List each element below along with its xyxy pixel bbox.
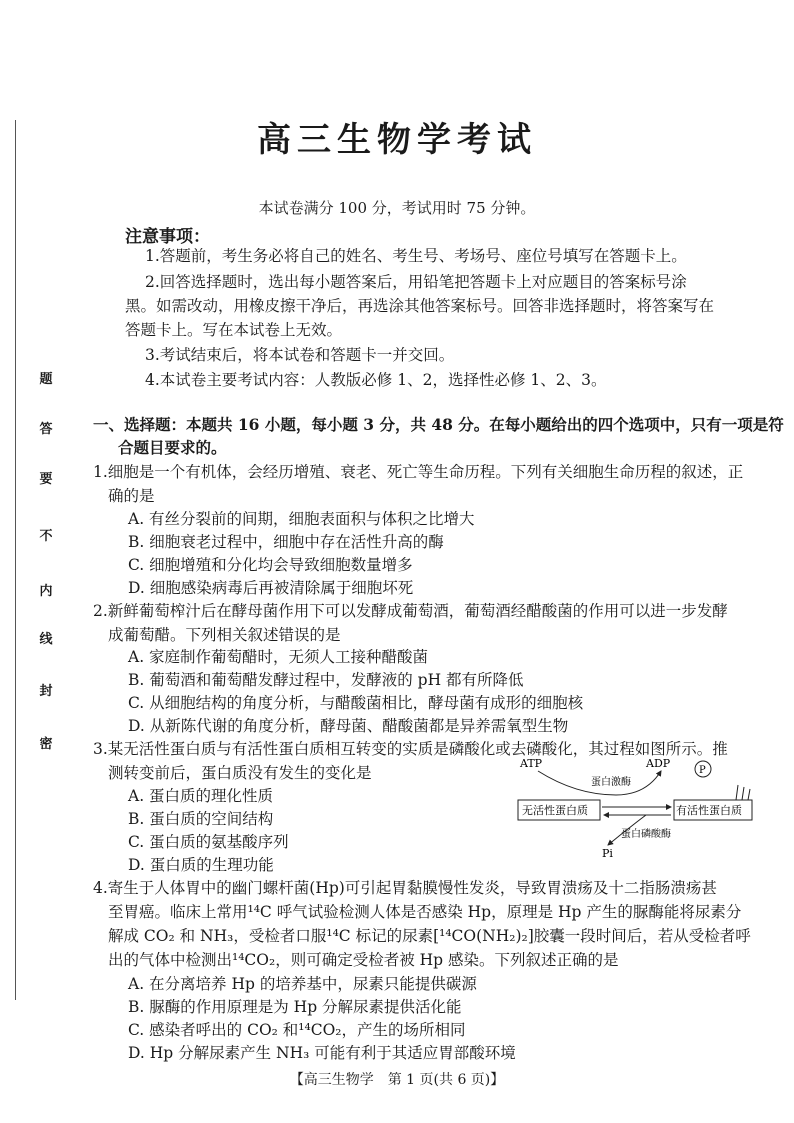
question-stem: 出的气体中检测出¹⁴CO₂，则可确定受检者被 Hp 感染。下列叙述正确的是 bbox=[108, 951, 619, 969]
seal-char: 线 bbox=[39, 632, 53, 647]
option-a: A. 家庭制作葡萄醋时，无须人工接种醋酸菌 bbox=[128, 648, 429, 666]
seal-char: 答 bbox=[39, 422, 53, 437]
phosphorylation-diagram bbox=[516, 755, 756, 860]
adp-label: ADP bbox=[646, 757, 671, 770]
option-b: B. 细胞衰老过程中，细胞中存在活性升高的酶 bbox=[128, 533, 444, 551]
option-b: B. 蛋白质的空间结构 bbox=[128, 810, 274, 828]
option-c: C. 细胞增殖和分化均会导致细胞数量增多 bbox=[128, 556, 413, 574]
option-b: B. 脲酶的作用原理是为 Hp 分解尿素提供活化能 bbox=[128, 998, 462, 1016]
note-line: 2.回答选择题时，选出每小题答案后，用铅笔把答题卡上对应题目的答案标号涂 bbox=[145, 273, 687, 291]
note-line: 4.本试卷主要考试内容：人教版必修 1、2，选择性必修 1、2、3。 bbox=[145, 371, 607, 389]
option-d: D. Hp 分解尿素产生 NH₃ 可能有利于其适应胃部酸环境 bbox=[128, 1044, 516, 1062]
atp-label: ATP bbox=[520, 757, 543, 770]
question-stem: 成葡萄醋。下列相关叙述错误的是 bbox=[108, 626, 341, 644]
question-stem: 解成 CO₂ 和 NH₃，受检者口服¹⁴C 标记的尿素[¹⁴CO(NH₂)₂]胶囊一段时间后，若从受检者呼 bbox=[108, 927, 751, 945]
option-a: A. 蛋白质的理化性质 bbox=[128, 787, 274, 805]
question-stem: 2.新鲜葡萄榨汁后在酵母菌作用下可以发酵成葡萄酒，葡萄酒经醋酸菌的作用可以进一步发酵 bbox=[93, 602, 728, 620]
kinase-label: 蛋白激酶 bbox=[591, 777, 631, 788]
question-stem: 至胃癌。临床上常用¹⁴C 呼气试验检测人体是否感染 Hp，原理是 Hp 产生的脲酶能将尿素分 bbox=[108, 903, 742, 921]
phosphatase-label: 蛋白磷酸酶 bbox=[621, 829, 671, 840]
membrane-marks bbox=[736, 785, 750, 800]
option-c: C. 感染者呼出的 CO₂ 和¹⁴CO₂，产生的场所相同 bbox=[128, 1021, 466, 1039]
note-line: 1.答题前，考生务必将自己的姓名、考生号、考场号、座位号填写在答题卡上。 bbox=[145, 247, 687, 265]
option-c: C. 从细胞结构的角度分析，与醋酸菌相比，酵母菌有成形的细胞核 bbox=[128, 694, 584, 712]
exam-info: 本试卷满分 100 分，考试用时 75 分钟。 bbox=[258, 199, 536, 217]
binding-margin-line bbox=[15, 120, 16, 1000]
seal-char: 内 bbox=[39, 584, 53, 599]
seal-char: 密 bbox=[39, 737, 53, 752]
option-a: A. 有丝分裂前的间期，细胞表面积与体积之比增大 bbox=[128, 510, 475, 528]
option-a: A. 在分离培养 Hp 的培养基中，尿素只能提供碳源 bbox=[128, 975, 477, 993]
phosphate-label: P bbox=[699, 765, 706, 776]
notes-heading: 注意事项： bbox=[125, 227, 210, 247]
section-heading: 一、选择题：本题共 16 小题，每小题 3 分，共 48 分。在每小题给出的四个选项中，只有一项是符 bbox=[93, 415, 784, 434]
question-stem: 1.细胞是一个有机体，会经历增殖、衰老、死亡等生命历程。下列有关细胞生命历程的叙述，正 bbox=[93, 463, 744, 481]
option-d: D. 细胞感染病毒后再被清除属于细胞坏死 bbox=[128, 579, 414, 597]
seal-char: 题 bbox=[39, 372, 53, 387]
section-heading: 合题目要求的。 bbox=[118, 438, 227, 457]
pi-label: Pi bbox=[602, 847, 613, 860]
option-c: C. 蛋白质的氨基酸序列 bbox=[128, 833, 289, 851]
note-line: 3.考试结束后，将本试卷和答题卡一并交回。 bbox=[145, 346, 455, 364]
option-b: B. 葡萄酒和葡萄醋发酵过程中，发酵液的 pH 都有所降低 bbox=[128, 671, 524, 689]
inactive-label: 无活性蛋白质 bbox=[522, 804, 588, 817]
page-title: 高三生物学考试 bbox=[257, 120, 537, 160]
note-line: 黑。如需改动，用橡皮擦干净后，再选涂其他答案标号。回答非选择题时，将答案写在 bbox=[125, 297, 715, 315]
question-stem: 确的是 bbox=[108, 487, 155, 505]
option-d: D. 蛋白质的生理功能 bbox=[128, 856, 274, 874]
question-stem: 3.某无活性蛋白质与有活性蛋白质相互转变的实质是磷酸化或去磷酸化，其过程如图所示。推 bbox=[93, 740, 728, 758]
seal-char: 封 bbox=[39, 684, 53, 699]
active-label: 有活性蛋白质 bbox=[676, 804, 742, 817]
option-d: D. 从新陈代谢的角度分析，酵母菌、醋酸菌都是异养需氧型生物 bbox=[128, 717, 569, 735]
seal-char: 不 bbox=[39, 529, 53, 544]
question-stem: 4.寄生于人体胃中的幽门螺杆菌(Hp)可引起胃黏膜慢性发炎，导致胃溃疡及十二指肠溃疡甚 bbox=[93, 879, 717, 897]
seal-char: 要 bbox=[39, 472, 53, 487]
note-line: 答题卡上。写在本试卷上无效。 bbox=[125, 321, 343, 339]
question-stem: 测转变前后，蛋白质没有发生的变化是 bbox=[108, 764, 372, 782]
page-footer: 【高三生物学 第 1 页(共 6 页)】 bbox=[289, 1072, 505, 1088]
